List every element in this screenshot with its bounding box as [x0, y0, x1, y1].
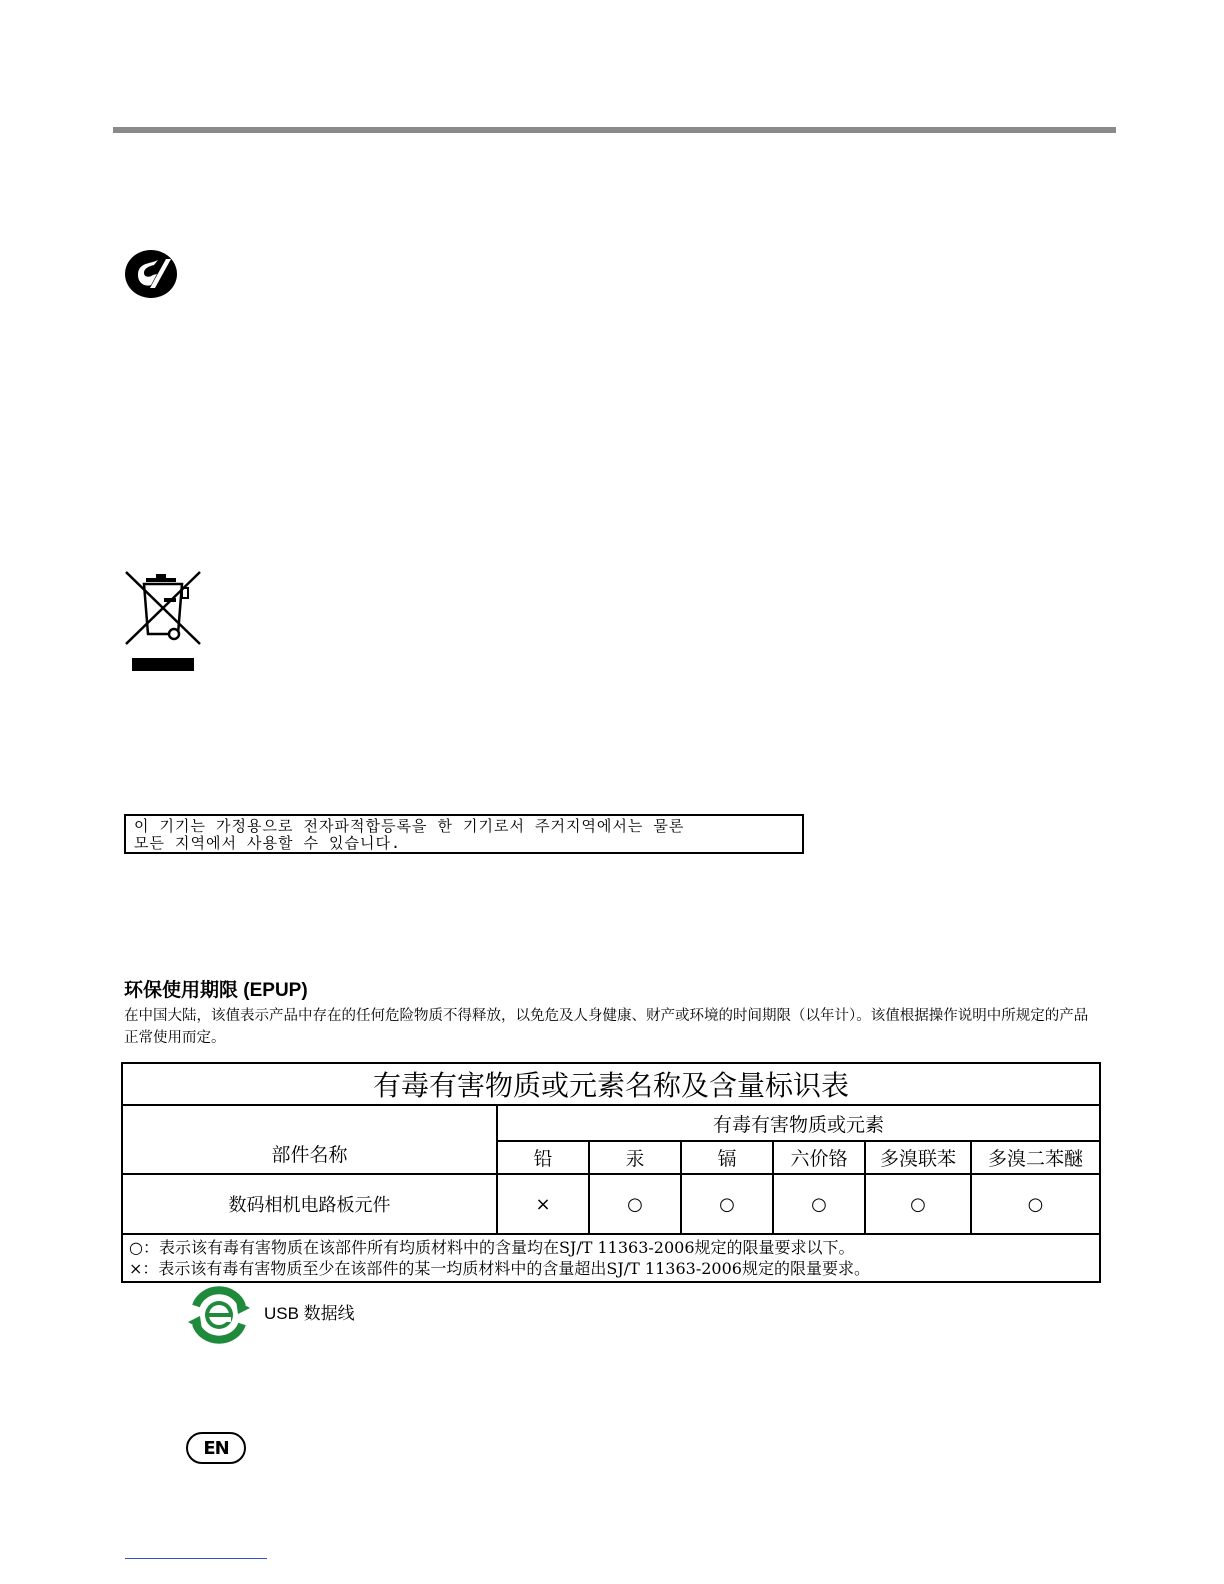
bottom-link-underline [125, 1558, 267, 1559]
column-header: 汞 [589, 1141, 681, 1174]
note-cross-meaning: ×：表示该有毒有害物质至少在该部件的某一均质材料中的含量超出SJ/T 11363-2006规定的限量要求。 [129, 1259, 870, 1278]
top-rule [113, 127, 1116, 133]
table-row [122, 1174, 1100, 1234]
mark-cell: × [497, 1174, 589, 1234]
c-tick-mark-icon [124, 248, 180, 300]
table-notes [122, 1234, 1100, 1282]
green-e-recycling-icon [186, 1286, 252, 1344]
crossed-out-wheelie-bin-icon [124, 570, 202, 674]
substance-header: 有毒有害物质或元素 [497, 1105, 1100, 1141]
column-header: 多溴二苯醚 [971, 1141, 1100, 1174]
mark-cell: ○ [865, 1174, 971, 1234]
note-circle-meaning: ○：表示该有毒有害物质在该部件所有均质材料中的含量均在SJ/T 11363-2006规定的限量要求以下。 [129, 1238, 855, 1257]
language-badge-en: EN [186, 1432, 246, 1464]
part-name-header: 部件名称 [122, 1105, 497, 1174]
column-header: 铅 [497, 1141, 589, 1174]
column-header: 多溴联苯 [865, 1141, 971, 1174]
epup-description: 在中国大陆，该值表示产品中存在的任何危险物质不得释放，以免危及人身健康、财产或环境的时间期限（以年计）。该值根据操作说明中所规定的产品正常使用而定。 [124, 1008, 1089, 1046]
hazardous-substances-table [121, 1062, 1101, 1283]
korean-notice-line-1: 이 기기는 가정용으로 전자파적합등록을 한 기기로서 주거지역에서는 물론 [134, 817, 685, 835]
mark-cell: ○ [589, 1174, 681, 1234]
column-header: 六价铬 [773, 1141, 865, 1174]
epup-heading: 环保使用期限 (EPUP) [124, 980, 308, 1001]
korean-emc-notice [124, 814, 804, 854]
table-title: 有毒有害物质或元素名称及含量标识表 [122, 1063, 1100, 1105]
column-header: 镉 [681, 1141, 773, 1174]
mark-cell: ○ [681, 1174, 773, 1234]
mark-cell: ○ [773, 1174, 865, 1234]
part-name-cell: 数码相机电路板元件 [122, 1174, 497, 1234]
korean-notice-line-2: 모든 지역에서 사용할 수 있습니다. [134, 834, 402, 852]
mark-cell: ○ [971, 1174, 1100, 1234]
usb-cable-label: USB 数据线 [264, 1304, 355, 1323]
